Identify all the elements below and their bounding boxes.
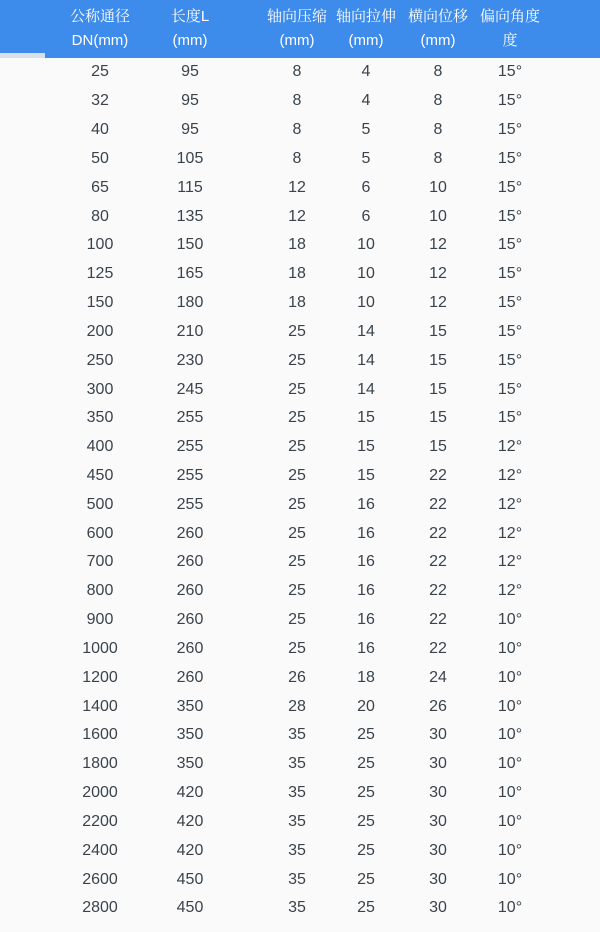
table-cell: 15 <box>429 380 447 398</box>
table-cell: 2200 <box>82 812 118 830</box>
table-row <box>0 404 600 433</box>
table-row <box>0 375 600 404</box>
table-cell: 350 <box>176 697 204 715</box>
column-header-line2: (mm) <box>420 32 456 49</box>
table-row <box>0 836 600 865</box>
table-row <box>0 202 600 231</box>
table-cell: 400 <box>86 438 114 456</box>
table-cell: 10° <box>497 870 523 888</box>
table-cell: 95 <box>181 63 199 81</box>
table-cell: 10° <box>497 841 523 859</box>
table-cell: 16 <box>357 611 375 629</box>
column-header-line1: 横向位移 <box>407 8 468 25</box>
header-notch <box>0 53 45 58</box>
table-row <box>0 462 600 491</box>
table-cell: 900 <box>86 611 114 629</box>
table-row <box>0 58 600 87</box>
table-cell: 260 <box>176 639 204 657</box>
table-header <box>0 0 600 58</box>
table-cell: 18 <box>288 236 306 254</box>
table-cell: 15 <box>357 467 375 484</box>
table-cell: 18 <box>288 294 306 312</box>
table-cell: 2000 <box>82 784 118 802</box>
table-cell: 180 <box>176 294 204 312</box>
table-cell: 135 <box>176 207 204 225</box>
table-cell: 22 <box>429 467 447 484</box>
table-cell: 105 <box>176 149 204 167</box>
table-cell: 12° <box>497 553 523 571</box>
table-cell: 30 <box>429 784 447 802</box>
table-cell: 25 <box>288 582 306 600</box>
table-row <box>0 548 600 577</box>
table-row <box>0 663 600 692</box>
table-cell: 25 <box>288 495 306 513</box>
table-cell: 25 <box>91 63 109 81</box>
table-cell: 30 <box>429 812 447 830</box>
table-cell: 10° <box>497 755 523 773</box>
table-cell: 260 <box>176 524 204 542</box>
table-cell: 5 <box>361 149 371 167</box>
table-row <box>0 808 600 837</box>
table-cell: 22 <box>429 639 447 657</box>
table-cell: 8 <box>292 63 302 81</box>
table-cell: 10° <box>497 668 523 686</box>
table-cell: 14 <box>357 322 375 340</box>
table-row <box>0 116 600 145</box>
table-cell: 22 <box>429 553 447 571</box>
column-header-line2: (mm) <box>348 32 384 49</box>
table-body <box>0 58 600 923</box>
table-cell: 95 <box>181 92 199 110</box>
column-header-length <box>171 5 209 53</box>
table-cell: 255 <box>176 438 204 456</box>
table-cell: 35 <box>288 784 306 802</box>
table-cell: 10° <box>497 611 523 629</box>
table-cell: 25 <box>357 899 375 917</box>
column-header-line1: 轴向压缩 <box>266 8 327 25</box>
table-cell: 12° <box>497 467 523 484</box>
table-cell: 12 <box>429 265 447 283</box>
table-cell: 12° <box>497 582 523 600</box>
table-cell: 350 <box>176 755 204 773</box>
table-cell: 255 <box>176 495 204 513</box>
table-cell: 16 <box>357 553 375 571</box>
table-cell: 15° <box>497 63 523 81</box>
table-cell: 10° <box>497 899 523 917</box>
table-cell: 15° <box>497 178 523 196</box>
table-cell: 30 <box>429 755 447 773</box>
table-cell: 12° <box>497 524 523 542</box>
table-cell: 15 <box>429 322 447 340</box>
table-cell: 125 <box>86 265 114 283</box>
table-cell: 18 <box>288 265 306 283</box>
table-cell: 10° <box>497 697 523 715</box>
column-header-dn <box>70 5 130 53</box>
table-cell: 25 <box>357 812 375 830</box>
table-cell: 95 <box>181 121 199 139</box>
table-cell: 25 <box>288 380 306 398</box>
table-cell: 15° <box>497 121 523 139</box>
table-cell: 255 <box>176 467 204 484</box>
table-cell: 25 <box>357 726 375 744</box>
column-header-line2: DN(mm) <box>71 32 129 49</box>
table-cell: 2600 <box>82 870 118 888</box>
table-cell: 8 <box>292 149 302 167</box>
table-cell: 800 <box>86 582 114 600</box>
table-cell: 15° <box>497 380 523 398</box>
table-cell: 8 <box>433 63 443 81</box>
table-cell: 26 <box>429 697 447 715</box>
table-cell: 24 <box>429 668 447 686</box>
table-cell: 10 <box>357 236 375 254</box>
table-cell: 35 <box>288 870 306 888</box>
table-cell: 200 <box>86 322 114 340</box>
table-cell: 8 <box>433 121 443 139</box>
table-cell: 450 <box>176 899 204 917</box>
table-cell: 12 <box>288 178 306 196</box>
table-cell: 2800 <box>82 899 118 917</box>
table-cell: 420 <box>176 812 204 830</box>
table-cell: 10 <box>429 178 447 196</box>
table-cell: 4 <box>361 92 371 110</box>
column-header-axial-tension <box>336 5 396 53</box>
table-cell: 35 <box>288 812 306 830</box>
table-cell: 18 <box>357 668 375 686</box>
table-cell: 15 <box>357 409 375 427</box>
table-cell: 6 <box>361 178 371 196</box>
table-cell: 450 <box>176 870 204 888</box>
table-cell: 30 <box>429 726 447 744</box>
table-cell: 450 <box>86 467 114 484</box>
table-cell: 15° <box>497 149 523 167</box>
table-cell: 50 <box>91 149 109 167</box>
table-cell: 35 <box>288 899 306 917</box>
table-cell: 350 <box>86 409 114 427</box>
table-cell: 10° <box>497 784 523 802</box>
table-cell: 12 <box>288 207 306 225</box>
table-cell: 1200 <box>82 668 118 686</box>
table-cell: 260 <box>176 582 204 600</box>
table-cell: 25 <box>357 755 375 773</box>
table-cell: 230 <box>176 351 204 369</box>
table-cell: 115 <box>177 178 203 196</box>
column-header-line2: (mm) <box>172 32 208 49</box>
table-cell: 28 <box>288 697 306 715</box>
table-row <box>0 144 600 173</box>
column-header-line2: 度 <box>502 32 518 49</box>
table-cell: 12° <box>497 495 523 513</box>
table-row <box>0 433 600 462</box>
table-cell: 22 <box>429 524 447 542</box>
table-cell: 65 <box>91 178 109 196</box>
table-cell: 260 <box>176 553 204 571</box>
table-cell: 25 <box>288 611 306 629</box>
table-cell: 22 <box>429 495 447 513</box>
table-cell: 25 <box>288 438 306 456</box>
table-cell: 15° <box>497 409 523 427</box>
table-cell: 30 <box>429 899 447 917</box>
table-cell: 16 <box>357 524 375 542</box>
table-cell: 6 <box>361 207 371 225</box>
table-cell: 25 <box>288 524 306 542</box>
table-cell: 4 <box>361 63 371 81</box>
table-cell: 420 <box>176 841 204 859</box>
column-header-line2: (mm) <box>279 32 315 49</box>
table-cell: 255 <box>176 409 204 427</box>
table-cell: 15° <box>497 236 523 254</box>
table-cell: 30 <box>429 870 447 888</box>
table-cell: 25 <box>288 409 306 427</box>
table-cell: 25 <box>288 639 306 657</box>
table-cell: 15 <box>357 438 375 456</box>
table-row <box>0 779 600 808</box>
table-cell: 210 <box>176 322 204 340</box>
table-cell: 15 <box>429 351 447 369</box>
table-cell: 25 <box>288 553 306 571</box>
table-cell: 10° <box>497 812 523 830</box>
table-cell: 15° <box>497 322 523 340</box>
table-cell: 25 <box>288 467 306 484</box>
table-cell: 14 <box>357 351 375 369</box>
table-cell: 20 <box>357 697 375 715</box>
table-cell: 14 <box>357 380 375 398</box>
table-cell: 16 <box>357 495 375 513</box>
table-cell: 35 <box>288 841 306 859</box>
table-row <box>0 490 600 519</box>
table-cell: 12° <box>497 438 523 456</box>
table-cell: 12 <box>429 294 447 312</box>
table-cell: 245 <box>176 380 204 398</box>
table-cell: 80 <box>91 207 109 225</box>
column-header-line1: 长度L <box>170 8 210 25</box>
table-cell: 15° <box>497 351 523 369</box>
table-cell: 25 <box>357 784 375 802</box>
table-row <box>0 635 600 664</box>
column-header-axial-compression <box>267 5 327 53</box>
column-header-line1: 轴向拉伸 <box>336 8 397 25</box>
table-row <box>0 173 600 202</box>
table-cell: 1600 <box>82 726 118 744</box>
table-cell: 25 <box>288 322 306 340</box>
table-cell: 8 <box>292 121 302 139</box>
table-cell: 10 <box>357 294 375 312</box>
table-cell: 8 <box>433 149 443 167</box>
column-header-deflection-angle <box>480 5 540 53</box>
table-cell: 32 <box>91 92 109 110</box>
table-row <box>0 317 600 346</box>
table-row <box>0 894 600 923</box>
table-cell: 15 <box>429 438 447 456</box>
table-cell: 300 <box>86 380 114 398</box>
table-cell: 30 <box>429 841 447 859</box>
table-cell: 16 <box>357 582 375 600</box>
table-cell: 420 <box>176 784 204 802</box>
table-cell: 35 <box>288 755 306 773</box>
table-cell: 10 <box>429 207 447 225</box>
table-row <box>0 519 600 548</box>
column-header-lateral-displacement <box>408 5 468 53</box>
table-cell: 100 <box>86 236 114 254</box>
table-cell: 15 <box>429 409 447 427</box>
table-cell: 5 <box>361 121 371 139</box>
table-row <box>0 289 600 318</box>
table-cell: 8 <box>433 92 443 110</box>
table-cell: 25 <box>357 870 375 888</box>
table-cell: 1800 <box>82 755 118 773</box>
table-cell: 25 <box>288 351 306 369</box>
table-row <box>0 865 600 894</box>
table-cell: 15° <box>497 92 523 110</box>
table-cell: 15° <box>497 294 523 312</box>
table-cell: 8 <box>292 92 302 110</box>
table-cell: 10° <box>497 639 523 657</box>
table-cell: 1400 <box>82 697 118 715</box>
table-row <box>0 750 600 779</box>
table-cell: 15° <box>497 265 523 283</box>
column-header-line1: 公称通径 <box>69 8 130 25</box>
table-row <box>0 692 600 721</box>
column-header-line1: 偏向角度 <box>480 8 541 25</box>
table-cell: 10 <box>357 265 375 283</box>
table-row <box>0 87 600 116</box>
table-cell: 10° <box>497 726 523 744</box>
table-cell: 600 <box>86 524 114 542</box>
table-cell: 700 <box>86 553 114 571</box>
table-cell: 250 <box>86 351 114 369</box>
table-cell: 15° <box>497 207 523 225</box>
table-cell: 165 <box>176 265 204 283</box>
table-cell: 500 <box>86 495 114 513</box>
table-cell: 260 <box>176 611 204 629</box>
table-cell: 25 <box>357 841 375 859</box>
table-cell: 22 <box>429 611 447 629</box>
table-row <box>0 577 600 606</box>
table-cell: 12 <box>429 236 447 254</box>
table-cell: 2400 <box>82 841 118 859</box>
table-cell: 22 <box>429 582 447 600</box>
table-cell: 260 <box>176 668 204 686</box>
table-cell: 35 <box>288 726 306 744</box>
table-cell: 1000 <box>82 639 118 657</box>
table-row <box>0 231 600 260</box>
table-cell: 26 <box>288 668 306 686</box>
table-row <box>0 606 600 635</box>
table-cell: 150 <box>86 294 114 312</box>
table-row <box>0 260 600 289</box>
table-row <box>0 346 600 375</box>
table-cell: 16 <box>357 639 375 657</box>
table-row <box>0 721 600 750</box>
table-cell: 150 <box>176 236 204 254</box>
table-cell: 40 <box>91 121 109 139</box>
table-cell: 350 <box>176 726 204 744</box>
